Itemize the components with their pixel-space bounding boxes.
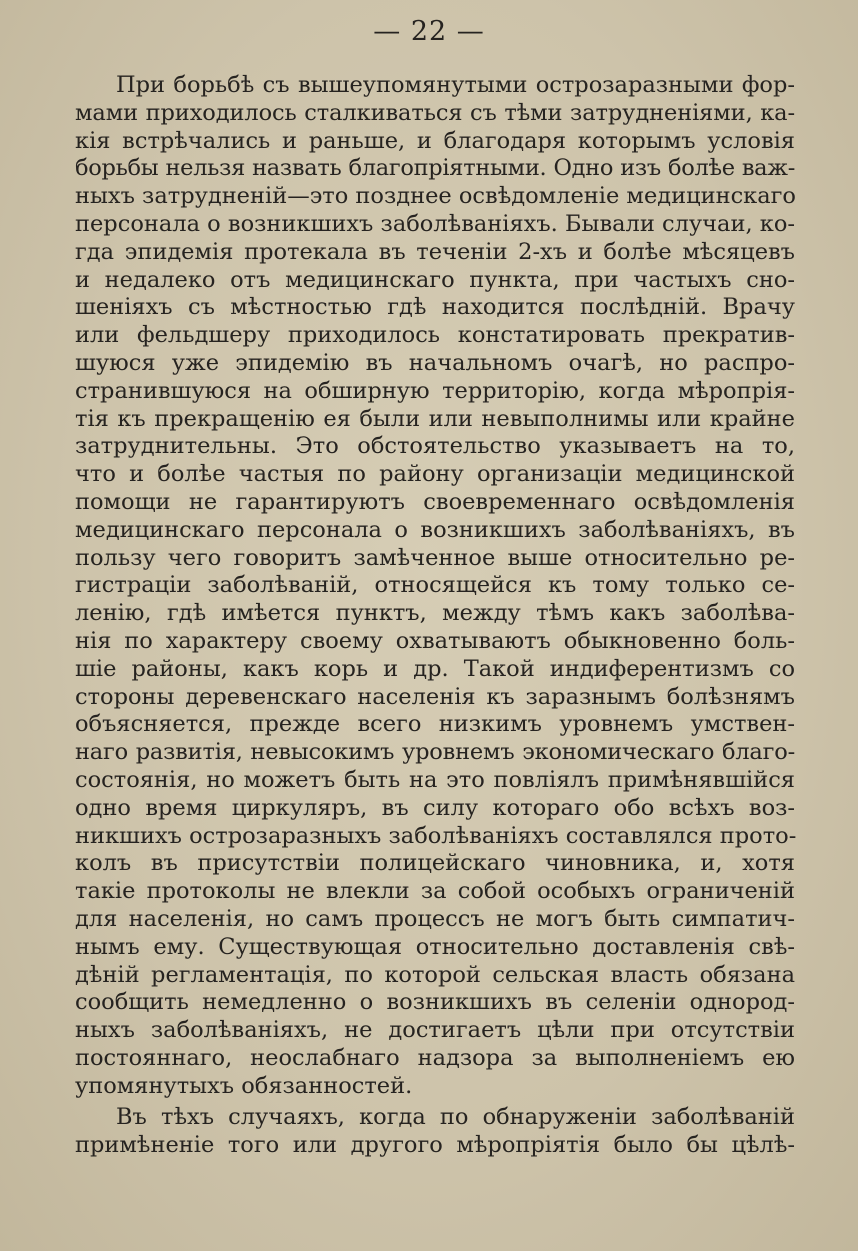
paragraph (75, 1104, 795, 1160)
text-line: шеніяхъ съ мѣстностью гдѣ находится послѣдній. Врачу (75, 294, 795, 321)
text-line: наго развитія, невысокимъ уровнемъ экономическаго благо- (75, 739, 795, 766)
text-line: примѣненіе того или другого мѣропріятія было бы цѣлѣ- (75, 1131, 795, 1158)
text-line: никшихъ острозаразныхъ заболѣваніяхъ составлялся прото- (75, 822, 797, 849)
text-line: персонала о возникшихъ заболѣваніяхъ. Бывали случаи, ко- (75, 210, 795, 237)
text-line: нія по характеру своему охватываютъ обыкновенно боль- (75, 627, 795, 654)
text-line: ленію, гдѣ имѣется пунктъ, между тѣмъ какъ заболѣва- (75, 600, 795, 627)
text-line: состоянія, но можетъ быть на это повліялъ примѣнявшійся (75, 766, 795, 793)
text-line: упомянутыхъ обязанностей. (75, 1072, 413, 1099)
text-line: что и болѣе частыя по району организаціи медицинской (75, 461, 795, 488)
text-line: шіе районы, какъ корь и др. Такой индиферентизмъ со (75, 655, 795, 682)
text-line: кія встрѣчались и раньше, и благодаря которымъ условія (75, 127, 795, 154)
text-line: колъ въ присутствіи полицейскаго чиновника, и, хотя (75, 850, 795, 877)
text-line: пользу чего говоритъ замѣченное выше относительно ре- (75, 544, 795, 571)
text-line: и недалеко отъ медицинскаго пункта, при частыхъ сно- (75, 266, 795, 293)
text-line: ныхъ затрудненій—это позднее освѣдомленіе медицинскаго (75, 183, 796, 210)
text-line: сообщить немедленно о возникшихъ въ селеніи однород- (75, 989, 795, 1016)
text-line: странившуюся на обширную территорію, когда мѣропрія- (75, 377, 795, 404)
text-line: постояннаго, неослабнаго надзора за выполненіемъ ею (75, 1044, 795, 1071)
text-line: шуюся уже эпидемію въ начальномъ очагѣ, но распро- (75, 349, 795, 376)
text-line: объясняется, прежде всего низкимъ уровнемъ умствен- (75, 711, 795, 738)
text-line: тія къ прекращенію ея были или невыполнимы или крайне (75, 405, 795, 432)
text-line: гда эпидемія протекала въ теченіи 2-хъ и болѣе мѣсяцевъ (75, 238, 795, 265)
text-line: дѣній регламентація, по которой сельская власть обязана (75, 961, 795, 988)
text-line: медицинскаго персонала о возникшихъ заболѣваніяхъ, въ (75, 516, 795, 543)
page-number: — 22 — (373, 16, 485, 47)
text-line: При борьбѣ съ вышеупомянутыми острозаразными фор- (116, 72, 795, 98)
text-line: затруднительны. Это обстоятельство указываетъ на то, (75, 433, 795, 460)
text-line: помощи не гарантируютъ своевременнаго освѣдомленія (75, 488, 795, 515)
text-line: нымъ ему. Существующая относительно доставленія свѣ- (75, 933, 795, 960)
text-line: такіе протоколы не влекли за собой особыхъ ограниченій (75, 878, 795, 905)
text-line: для населенія, но самъ процессъ не могъ быть симпатич- (75, 905, 795, 932)
text-line: ныхъ заболѣваніяхъ, не достигаетъ цѣли при отсутствіи (75, 1017, 795, 1044)
text-line: мами приходилось сталкиваться съ тѣми затрудненіями, ка- (75, 99, 795, 126)
text-line: стороны деревенскаго населенія къ заразнымъ болѣзнямъ (75, 683, 795, 710)
text-line: Въ тѣхъ случаяхъ, когда по обнаруженіи заболѣваній (116, 1104, 795, 1130)
text-line: или фельдшеру приходилось констатировать прекратив- (75, 322, 795, 349)
text-line: борьбы нельзя назвать благопріятными. Одно изъ болѣе важ- (75, 155, 795, 182)
paragraph (75, 72, 795, 1100)
text-line: гистраціи заболѣваній, относящейся къ тому только се- (75, 572, 795, 599)
text-line: одно время циркуляръ, въ силу котораго обо всѣхъ воз- (75, 794, 795, 821)
